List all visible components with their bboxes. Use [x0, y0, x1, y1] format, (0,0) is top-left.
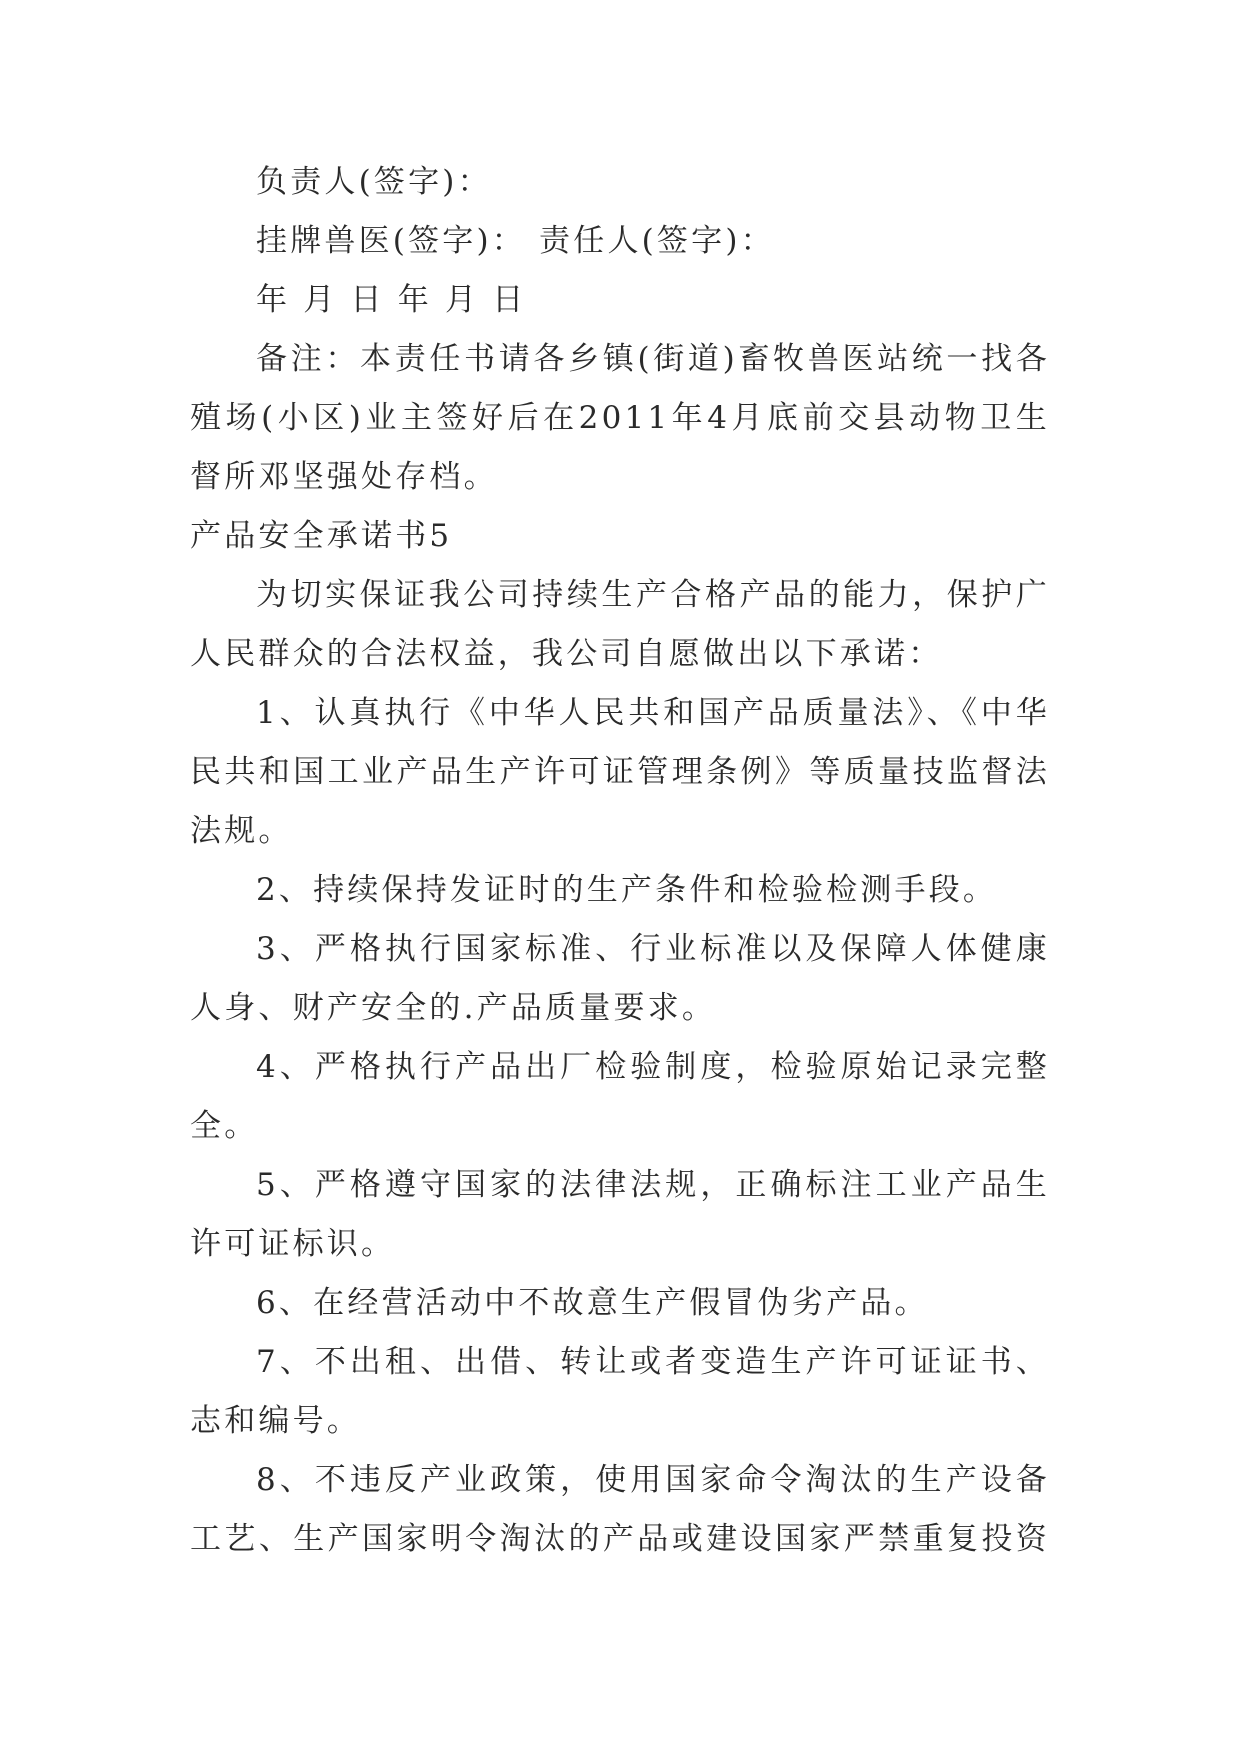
- item-1-line-1: 1、认真执行《中华人民共和国产品质量法》、《中华: [256, 695, 1050, 731]
- item-2-line-1: 2、持续保持发证时的生产条件和检验检测手段。: [256, 872, 998, 908]
- item-7-line-2: 志和编号。: [190, 1403, 361, 1439]
- item-4-line-1: 4、严格执行产品出厂检验制度，检验原始记录完整: [256, 1049, 1050, 1085]
- remark-line-3: 督所邓坚强处存档。: [190, 459, 498, 495]
- item-3-line-2: 人身、财产安全的.产品质量要求。: [190, 990, 717, 1026]
- item-1-line-2: 民共和国工业产品生产许可证管理条例》等质量技监督法: [190, 754, 1050, 790]
- item-1-line-3: 法规。: [190, 813, 293, 849]
- item-3-line-1: 3、严格执行国家标准、行业标准以及保障人体健康: [256, 931, 1050, 967]
- intro-line-2: 人民群众的合法权益，我公司自愿做出以下承诺：: [190, 636, 943, 672]
- item-5-line-1: 5、严格遵守国家的法律法规，正确标注工业产品生: [256, 1167, 1050, 1203]
- item-7-line-1: 7、不出租、出借、转让或者变造生产许可证证书、: [256, 1344, 1050, 1380]
- item-5-line-2: 许可证标识。: [190, 1226, 396, 1262]
- intro-line-1: 为切实保证我公司持续生产合格产品的能力，保护广: [256, 577, 1050, 613]
- remark-line-2: 殖场(小区)业主签好后在2011年4月底前交县动物卫生: [190, 400, 1050, 436]
- item-4-line-2: 全。: [190, 1108, 259, 1144]
- item-8-line-1: 8、不违反产业政策，使用国家命令淘汰的生产设备: [256, 1462, 1050, 1498]
- section-title: 产品安全承诺书5: [190, 518, 453, 554]
- date-line: 年 月 日 年 月 日: [256, 282, 527, 318]
- document-body: [190, 153, 1050, 1569]
- vet-and-responsible-signature-line: 挂牌兽医(签字)： 责任人(签字)：: [256, 223, 775, 259]
- supervisor-signature-line: 负责人(签字)：: [256, 164, 492, 200]
- item-6-line-1: 6、在经营活动中不故意生产假冒伪劣产品。: [256, 1285, 929, 1321]
- remark-line-1: 备注：本责任书请各乡镇(街道)畜牧兽医站统一找各: [256, 341, 1050, 377]
- item-8-line-2: 工艺、生产国家明令淘汰的产品或建设国家严禁重复投资: [190, 1521, 1050, 1557]
